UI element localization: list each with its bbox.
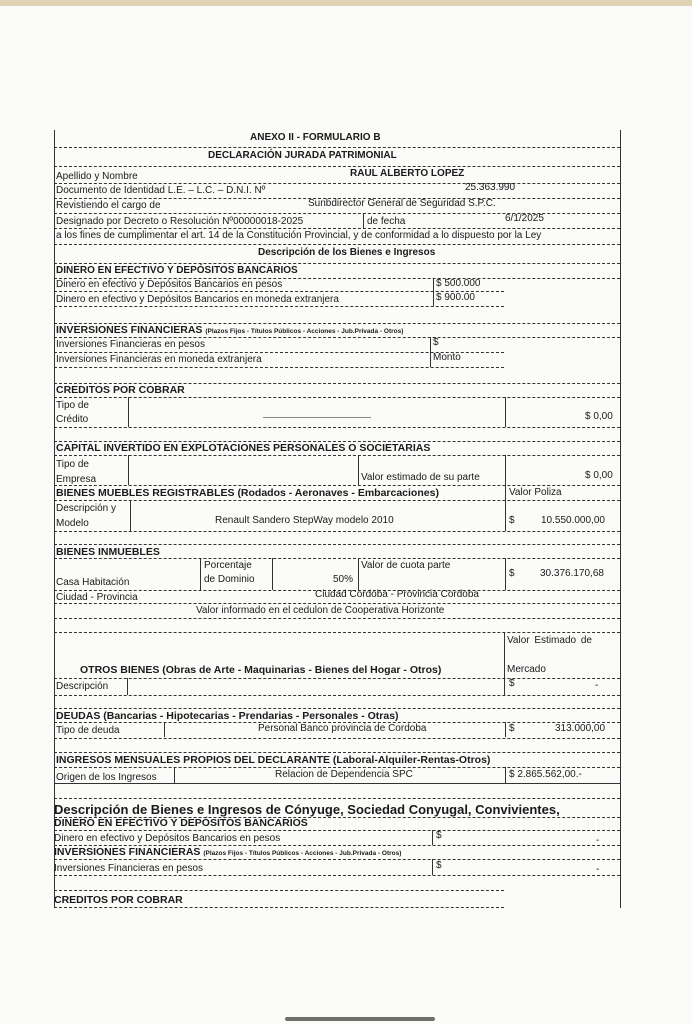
- divider: [54, 531, 620, 532]
- inversiones-ext-label: Inversiones Financieras en moneda extranjera: [56, 354, 262, 365]
- divider: [54, 708, 620, 709]
- cell-divider: [358, 455, 359, 485]
- inmuebles-currency: $: [509, 568, 515, 579]
- dinero-title: DINERO EN EFECTIVO Y DEPÓSITOS BANCARIOS: [56, 265, 298, 276]
- muebles-title: BIENES MUEBLES REGISTRABLES (Rodados - Aeronaves - Embarcaciones): [56, 487, 439, 499]
- decreto-label: Designado por Decreto o Resolución Nº00000018-2025: [56, 216, 304, 227]
- divider: [54, 397, 620, 398]
- cell-divider: [505, 722, 506, 737]
- divider: [54, 455, 620, 456]
- art-text: a los fines de cumplimentar el art. 14 de la Constitución Provincial, y de conformidad a lo dispuesto por la Ley: [56, 230, 542, 241]
- dinero-ext-label: Dinero en efectivo y Depósitos Bancarios en moneda extranjera: [56, 294, 339, 305]
- divider: [54, 558, 620, 559]
- divider: [54, 485, 620, 486]
- dinero-pesos-label: Dinero en efectivo y Depósitos Bancarios en pesos: [56, 279, 283, 290]
- inversiones-subtitle: (Plazos Fijos - Títulos Públicos - Acciones - Jub.Privada - Otros): [205, 328, 404, 335]
- conyuge-dinero-value: -: [596, 835, 600, 846]
- cell-divider: [164, 722, 165, 737]
- divider: [54, 603, 620, 604]
- creditos-value: $ 0,00: [585, 411, 613, 422]
- cell-divider: [363, 213, 364, 228]
- documento-label: Documento de Identidad L.E. – L.C. – D.N.I. Nº: [56, 185, 266, 196]
- divider: [54, 306, 504, 307]
- conyuge-dinero-label: Dinero en efectivo y Depósitos Bancarios en pesos: [54, 833, 281, 844]
- divider: [54, 618, 620, 619]
- conyuge-inv-title-text: INVERSIONES FINANCIERAS: [54, 846, 201, 858]
- inversiones-pesos-value: $: [433, 337, 439, 348]
- cell-divider: [272, 558, 273, 590]
- inversiones-title: [56, 324, 403, 338]
- ingresos-value: $ 2.865.562,00.-: [509, 769, 582, 780]
- cell-divider: [505, 767, 506, 783]
- divider: [54, 367, 504, 368]
- divider: [54, 183, 620, 184]
- porcentaje-label: Porcentaje: [204, 560, 252, 571]
- conyuge-dinero-currency: $: [436, 830, 442, 841]
- deudas-title: DEUDAS (Bancarias - Hipotecarias - Prendarias - Personales - Otras): [56, 710, 399, 722]
- cargo-value: Sunbdirector General de Seguridad S.P.C.: [308, 198, 496, 209]
- divider: [54, 263, 620, 264]
- conyuge-creditos-title: CREDITOS POR COBRAR: [54, 894, 183, 906]
- ingresos-title: INGRESOS MENSUALES PROPIOS DEL DECLARANTE (Laboral-Alquiler-Rentas-Otros): [56, 754, 491, 766]
- divider: [54, 830, 620, 831]
- declaration-form: [50, 130, 624, 910]
- divider: [54, 859, 620, 860]
- deudas-tipo-value: Personal Banco provincia de Cordoba: [258, 723, 427, 734]
- muebles-value: 10.550.000,00: [541, 515, 605, 526]
- cell-divider: [505, 558, 506, 590]
- otros-value: -: [595, 680, 599, 691]
- inmuebles-title: BIENES INMUEBLES: [56, 546, 160, 558]
- cargo-label: Revistiendo el cargo de: [56, 200, 161, 211]
- conyuge-inv-currency: $: [436, 860, 442, 871]
- capital-valor-label: Valor estimado de su parte: [361, 472, 480, 483]
- muebles-currency: $: [509, 515, 515, 526]
- cell-divider: [200, 558, 201, 590]
- muebles-desc-value: Renault Sandero StepWay modelo 2010: [215, 515, 394, 526]
- dinero-pesos-value: $ 500.000: [436, 278, 481, 289]
- cell-divider: [174, 767, 175, 783]
- creditos-tipo-label: Tipo de: [56, 400, 89, 411]
- divider: [54, 798, 620, 799]
- conyuge-dinero-title: DINERO EN EFECTIVO Y DEPÓSITOS BANCARIOS: [54, 817, 308, 829]
- creditos-tipo-label-2: Crédito: [56, 414, 89, 425]
- inmuebles-value: 30.376.170,68: [540, 568, 604, 579]
- deudas-tipo-label: Tipo de deuda: [56, 725, 120, 736]
- cell-divider: [432, 830, 433, 845]
- cell-divider: [505, 455, 506, 485]
- otros-currency: $: [509, 678, 515, 689]
- otros-valor-label-2: Mercado: [507, 664, 546, 675]
- ingresos-origen-value: Relacion de Dependencia SPC: [275, 769, 413, 780]
- form-right-border: [620, 130, 621, 908]
- capital-title: CAPITAL INVERTIDO EN EXPLOTACIONES PERSONALES O SOCIETARIAS: [56, 442, 431, 454]
- divider: [54, 783, 620, 784]
- fecha-value: 6/1/2025: [505, 213, 544, 224]
- otros-valor-label: Valor Estimado de: [507, 635, 592, 646]
- casa-label: Casa Habitación: [56, 577, 130, 588]
- capital-tipo-label-2: Empresa: [56, 474, 97, 485]
- top-edge-band: [0, 0, 692, 6]
- conyuge-inv-value: -: [596, 864, 600, 875]
- divider: [54, 767, 620, 768]
- valor-cuota-label: Valor de cuota parte: [361, 560, 451, 571]
- porcentaje-value: 50%: [333, 574, 354, 585]
- capital-tipo-label: Tipo de: [56, 459, 89, 470]
- divider: [54, 427, 620, 428]
- divider: [54, 907, 504, 908]
- divider: [54, 738, 620, 739]
- inmuebles-nota: Valor informado en el cedulon de Cooperativa Horizonte: [196, 605, 445, 616]
- divider: [54, 337, 620, 338]
- divider: [54, 875, 620, 876]
- ciudad-value: Ciudad Cordoba - Provincia Cordoba: [315, 589, 479, 600]
- cell-divider: [127, 678, 128, 695]
- divider: [54, 752, 620, 753]
- divider: [54, 695, 620, 696]
- divider: [54, 632, 620, 633]
- cell-divider: [358, 558, 359, 590]
- conyuge-inv-subtitle: (Plazos Fijos - Títulos Públicos - Acciones - Jub.Privada - Otros): [203, 850, 402, 857]
- divider: [54, 228, 620, 229]
- divider: [54, 166, 620, 167]
- otros-desc-label: Descripción: [56, 681, 109, 692]
- divider: [54, 147, 620, 148]
- cell-divider: [130, 500, 131, 531]
- form-left-border: [54, 130, 55, 908]
- inversiones-pesos-label: Inversiones Financieras en pesos: [56, 339, 205, 350]
- section-title: Descripción de los Bienes e Ingresos: [258, 247, 436, 258]
- divider: [54, 678, 620, 679]
- apellido-label: Apellido y Nombre: [56, 171, 138, 182]
- annex-title: ANEXO II - FORMULARIO B: [250, 132, 381, 143]
- muebles-desc-label-2: Modelo: [56, 518, 89, 529]
- divider: [54, 500, 620, 501]
- dinero-ext-value: $ 900.00: [436, 292, 475, 303]
- muebles-valor-label: Valor Poliza: [509, 487, 562, 498]
- documento-value: 25.363.990: [465, 182, 516, 193]
- ingresos-origen-label: Origen de los Ingresos: [56, 772, 157, 783]
- divider: [54, 890, 504, 891]
- divider: [54, 244, 620, 245]
- blank-line: [263, 417, 371, 418]
- bottom-edge-strip: [285, 1017, 435, 1021]
- capital-value: $ 0,00: [585, 470, 613, 481]
- cell-divider: [505, 397, 506, 427]
- deudas-currency: $: [509, 723, 515, 734]
- apellido-value: RAUL ALBERTO LOPEZ: [350, 168, 465, 179]
- ciudad-label: Ciudad - Provincia: [56, 592, 138, 603]
- cell-divider: [505, 485, 506, 531]
- cell-divider: [433, 278, 434, 306]
- conyuge-title: Descripción de Bienes e Ingresos de Cónyuge, Sociedad Conyugal, Convivientes,: [54, 802, 560, 817]
- porcentaje-label-2: de Dominio: [204, 574, 255, 585]
- cell-divider: [128, 397, 129, 427]
- conyuge-inv-label: Inversiones Financieras en pesos: [54, 863, 203, 874]
- conyuge-inv-title: [54, 846, 401, 860]
- cell-divider: [432, 859, 433, 875]
- deudas-value: 313.000,00: [555, 723, 606, 734]
- creditos-title: CREDITOS POR COBRAR: [56, 384, 185, 396]
- otros-title: OTROS BIENES (Obras de Arte - Maquinarias - Bienes del Hogar - Otros): [80, 664, 442, 676]
- cell-divider: [128, 455, 129, 485]
- inversiones-title-text: INVERSIONES FINANCIERAS: [56, 324, 203, 336]
- cell-divider: [504, 632, 505, 695]
- divider: [54, 544, 620, 545]
- document-title: DECLARACIÓN JURADA PATRIMONIAL: [208, 150, 397, 161]
- fecha-label: de fecha: [367, 216, 406, 227]
- muebles-desc-label: Descripción y: [56, 503, 117, 514]
- inversiones-ext-value: Monto: [433, 352, 461, 363]
